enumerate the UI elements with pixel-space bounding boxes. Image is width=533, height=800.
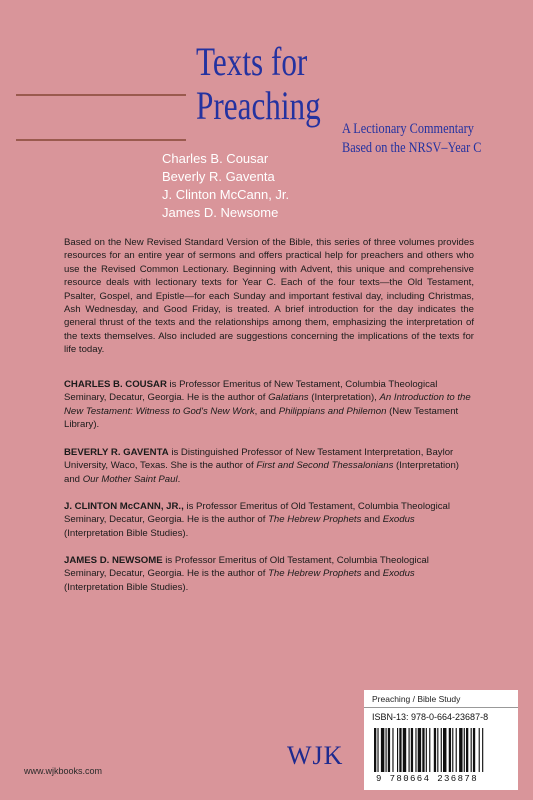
bio-name: BEVERLY R. GAVENTA — [64, 447, 169, 458]
author-name: J. Clinton McCann, Jr. — [162, 187, 290, 202]
author-bio-gaventa: BEVERLY R. GAVENTA is Distinguished Professor of New Testament Interpretation, Baylor University, Waco, Texas. She is the author of First and Second Thessalonians (Interpretation) and Our Mother Saint Paul. — [64, 447, 459, 485]
decorative-rule-bottom — [16, 139, 186, 141]
subtitle-line-1: A Lectionary Commentary — [342, 121, 474, 137]
book-reference: Philippians and Philemon — [278, 405, 387, 417]
book-reference: First and Second Thessalonians — [256, 460, 394, 472]
barcode-icon — [374, 728, 512, 772]
bio-name: J. CLINTON McCANN, JR., — [64, 501, 184, 512]
bio-name: CHARLES B. COUSAR — [64, 379, 167, 390]
book-reference: Galatians — [268, 392, 309, 404]
barcode-divider — [364, 707, 518, 708]
publisher-logo: WJK — [287, 741, 344, 770]
book-reference: An Introduction to the New Testament: Witness to God's New Work — [64, 392, 471, 417]
author-list — [162, 150, 289, 222]
bio-name: JAMES D. NEWSOME — [64, 555, 163, 566]
barcode-panel — [364, 690, 518, 790]
book-reference: Our Mother Saint Paul — [82, 473, 178, 485]
barcode-digits: 9 780664 236878 — [376, 774, 479, 784]
decorative-rule-top — [16, 94, 186, 96]
book-description: Based on the New Revised Standard Version of the Bible, this series of three volumes provides resources for an entire year of sermons and offers practical help for preachers and others who use the Revised Common Lectionary. Beginning with Advent, this unique and comprehensive resource deals with lectionary texts for Year C. Each of the four texts—the Old Testament, Psalter, Gospel, and Epistle—for each Sunday and important festival day, including Christmas, Ash Wednesday, and Good Friday, is treated. A brief introduction for the day indicates the general thrust of the texts and the relationships among them, emphasizing the interpretation of the texts themselves. Also included are suggestions concerning the implications of the texts for life today. — [64, 237, 474, 356]
author-bio-newsome: JAMES D. NEWSOME is Professor Emeritus of Old Testament, Columbia Theological Seminary, Decatur, Georgia. He is the author of The Hebrew Prophets and Exodus (Interpretation Bible Studies). — [64, 555, 429, 593]
author-name: James D. Newsome — [162, 205, 279, 220]
author-bio-mccann: J. CLINTON McCANN, JR., is Professor Emeritus of Old Testament, Columbia Theological Seminary, Decatur, Georgia. He is the author of The Hebrew Prophets and Exodus (Interpretation Bible Studies). — [64, 501, 451, 539]
book-reference: Exodus — [382, 514, 415, 526]
subtitle-line-2: Based on the NRSV–Year C — [342, 140, 482, 156]
book-reference: The Hebrew Prophets — [268, 514, 362, 526]
publisher-website: www.wjkbooks.com — [24, 766, 103, 776]
book-title — [196, 40, 321, 128]
book-subtitle — [342, 120, 482, 158]
isbn-label: ISBN-13: 978-0-664-23687-8 — [372, 712, 489, 722]
book-reference: Exodus — [382, 568, 415, 580]
book-reference: The Hebrew Prophets — [268, 568, 362, 580]
title-line-1: Texts for — [196, 39, 308, 84]
book-category: Preaching / Bible Study — [372, 694, 461, 704]
author-name: Charles B. Cousar — [162, 151, 269, 166]
title-line-2: Preaching — [196, 83, 321, 128]
author-bio-cousar: CHARLES B. COUSAR is Professor Emeritus of New Testament, Columbia Theological Seminary, Decatur, Georgia. He is the author of Galatians (Interpretation), An Introduction to the New Testament: Witness to God's New Work, and Philippians and Philemon (New Testament Library). — [64, 379, 471, 431]
author-name: Beverly R. Gaventa — [162, 169, 275, 184]
